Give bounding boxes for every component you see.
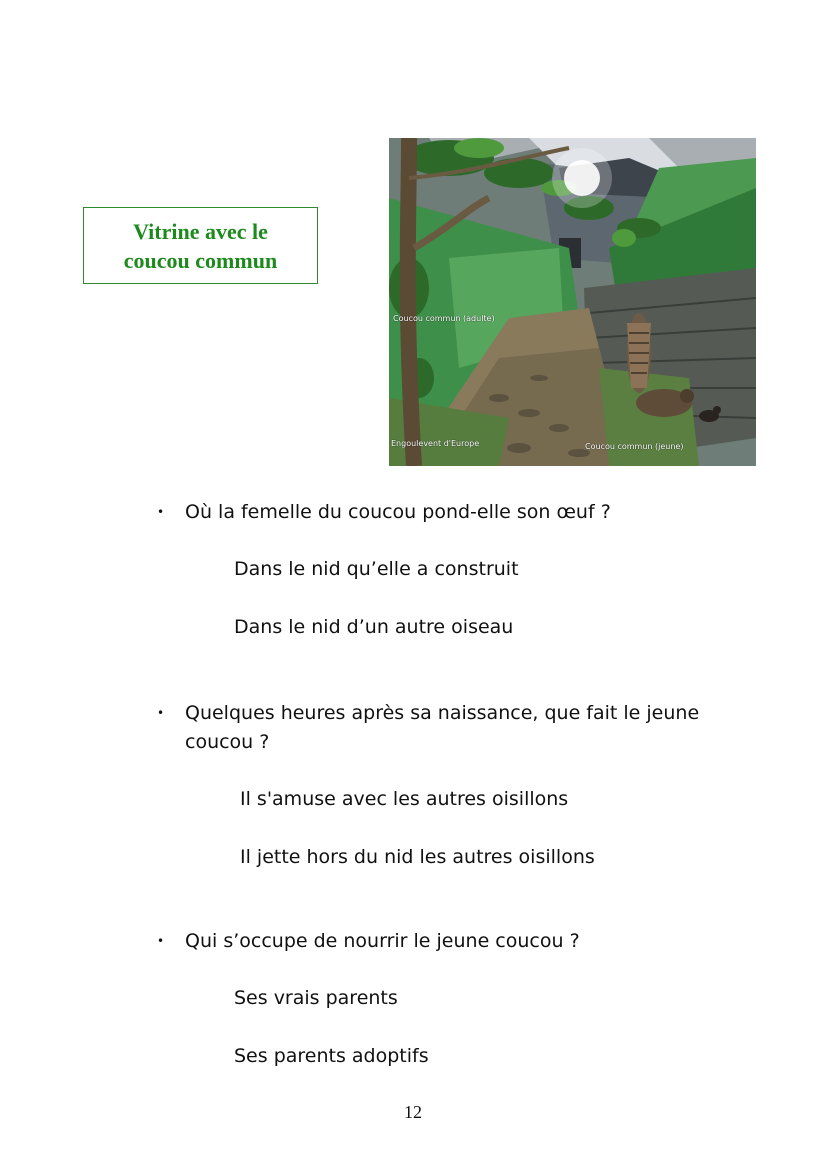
bullet-icon: • [157,934,165,948]
bullet-icon: • [157,505,165,519]
answer-option[interactable]: Dans le nid qu’elle a construit [234,558,519,580]
answer-option[interactable]: Il jette hors du nid les autres oisillons [240,846,595,868]
bullet-icon: • [157,706,165,720]
museum-display-photo [389,138,756,466]
photo-label-engoulevent: Engoulevent d'Europe [391,439,480,448]
page-number: 12 [404,1102,422,1122]
photo-label-young: Coucou commun (jeune) [585,442,684,451]
diorama-illustration [389,138,756,466]
answer-option[interactable]: Ses parents adoptifs [234,1045,429,1067]
photo-label-adult: Coucou commun (adulte) [393,314,495,323]
title-box [83,207,318,284]
question-2: Quelques heures après sa naissance, que fait le jeune coucou ? [185,702,700,753]
page-title: Vitrine avec le coucou commun [123,218,278,273]
answer-option[interactable]: Ses vrais parents [234,987,398,1009]
question-3: Qui s’occupe de nourrir le jeune coucou ? [185,930,580,952]
question-1: Où la femelle du coucou pond-elle son œuf ? [185,501,611,523]
answer-option[interactable]: Il s'amuse avec les autres oisillons [240,788,569,810]
answer-option[interactable]: Dans le nid d’un autre oiseau [234,616,514,638]
